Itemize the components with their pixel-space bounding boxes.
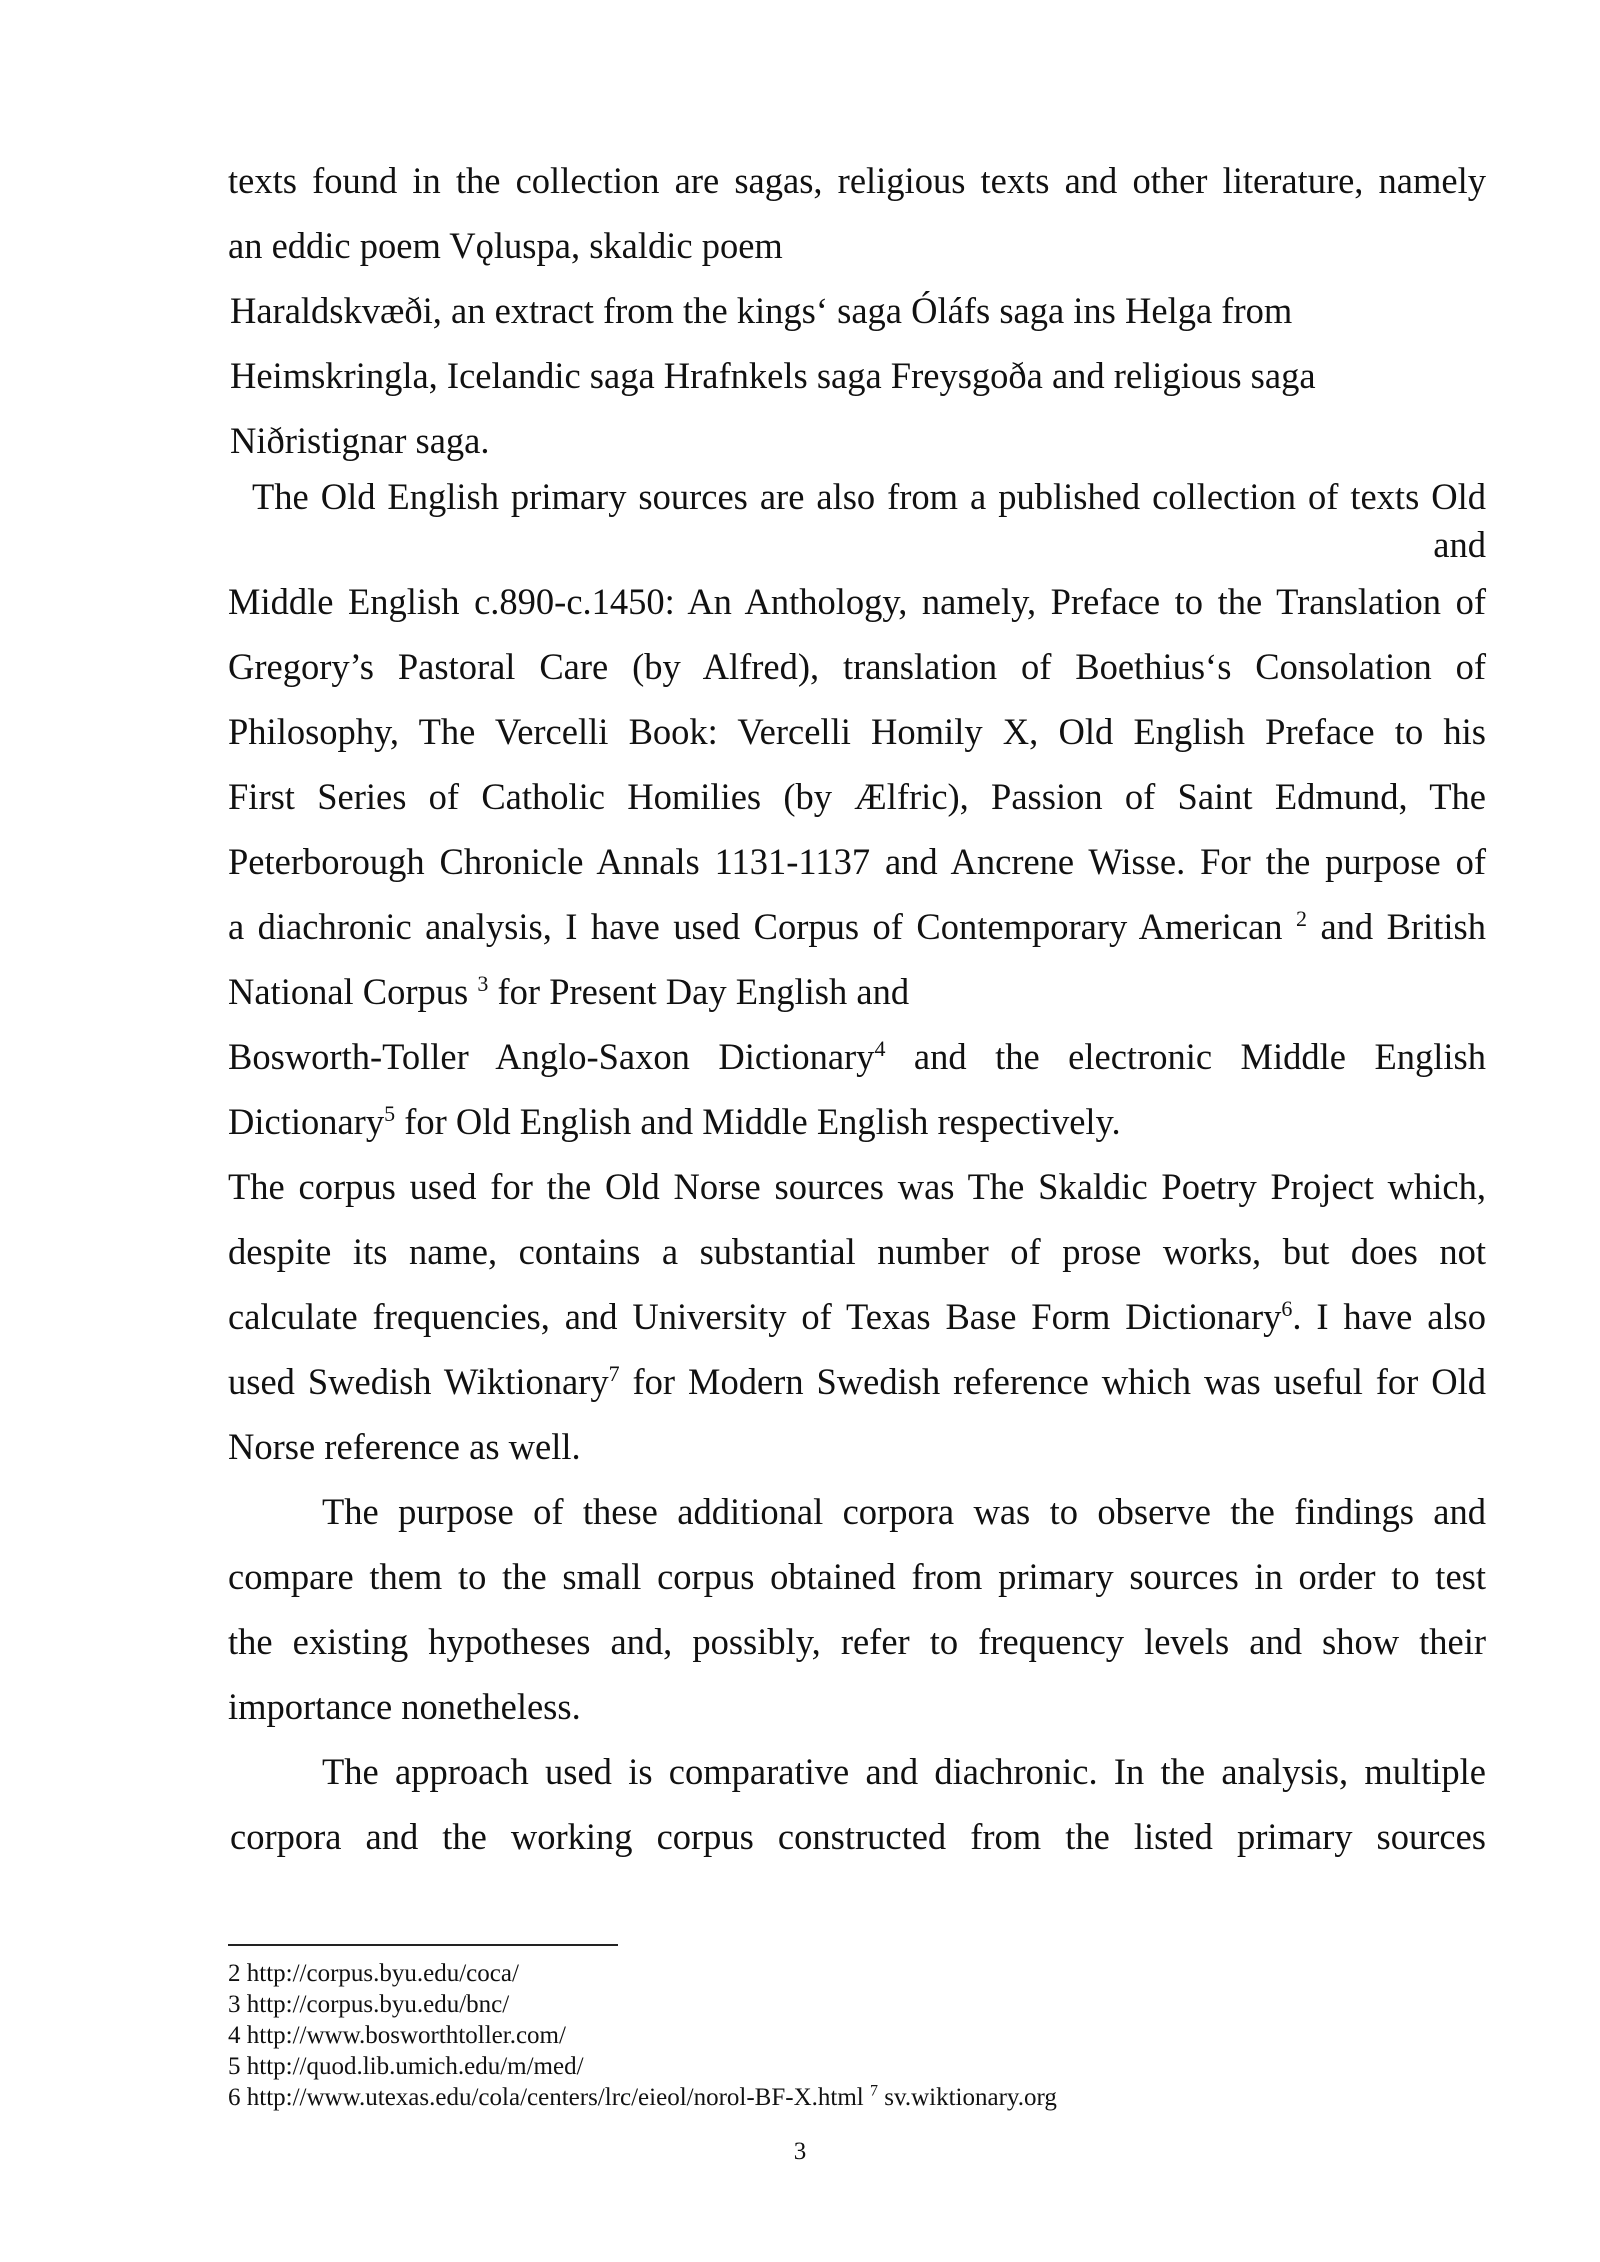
text-line [228,1804,1486,1869]
footnote-ref: 3 [477,970,489,996]
text-span: importance nonetheless. [228,1686,581,1727]
text-line [228,1544,1486,1609]
text-line [228,521,1486,569]
text-line [228,1414,1486,1479]
text-span: an eddic poem Vǫluspa, skaldic poem [228,225,783,266]
text-line [228,213,1486,278]
text-span: Bosworth-Toller Anglo-Saxon Dictionary [228,1036,875,1077]
text-span: Peterborough Chronicle Annals 1131-1137 and Ancrene Wisse. For the purpose of [228,841,1486,882]
text-line [228,569,1486,634]
text-span: National Corpus [228,971,469,1012]
text-line [228,634,1486,699]
footnote-ref: 6 [1281,1295,1293,1321]
text-span: Norse reference as well. [228,1426,581,1467]
text-line [228,1739,1486,1804]
text-line [228,408,1486,473]
footnotes [228,1958,1488,2113]
footnote: 5 http://quod.lib.umich.edu/m/med/ [228,2053,584,2080]
footnote-ref: 2 [1296,905,1308,931]
text-span: for Old English and Middle English respectively. [404,1101,1121,1142]
text-line [228,1674,1486,1739]
text-span: Gregory’s Pastoral Care (by Alfred), translation of Boethius‘s Consolation of [228,646,1486,687]
text-line [228,343,1486,408]
page-number: 3 [793,2138,807,2165]
text-span: a diachronic analysis, I have used Corpus of Contemporary American [228,906,1283,947]
footnote-text: 6 http://www.utexas.edu/cola/centers/lrc/eieol/norol-BF-X.html [228,2084,864,2111]
text-line [228,1154,1486,1219]
text-line [228,699,1486,764]
text-span: corpora and the working corpus constructed from the listed primary sources [230,1816,1486,1857]
text-span: for Modern Swedish reference which was useful for Old [632,1361,1487,1402]
text-span: texts found in the collection are sagas, religious texts and other literature, namely [228,160,1486,201]
text-line [228,1349,1486,1414]
text-span: compare them to the small corpus obtained from primary sources in order to test [228,1556,1486,1597]
text-line [228,1219,1486,1284]
footnote: 4 http://www.bosworthtoller.com/ [228,2022,566,2049]
text-span: The Old English primary sources are also from a published collection of texts Old [252,476,1486,517]
text-line [228,829,1486,894]
text-span: and the electronic Middle English [913,1036,1486,1077]
text-span: and [1433,524,1486,565]
text-line [228,894,1486,959]
text-line [228,1284,1486,1349]
text-line [228,1609,1486,1674]
text-span: Dictionary [228,1101,385,1142]
text-span: Philosophy, The Vercelli Book: Vercelli Homily X, Old English Preface to his [228,711,1486,752]
body-text [228,148,1486,1869]
footnote-number: 7 [869,2082,878,2100]
text-line [228,1479,1486,1544]
text-line [228,473,1486,521]
text-span: Middle English c.890-c.1450: An Anthology, namely, Preface to the Translation of [228,581,1486,622]
text-span: The approach used is comparative and diachronic. In the analysis, multiple [322,1751,1486,1792]
footnote-ref: 5 [384,1100,396,1126]
text-span: despite its name, contains a substantial number of prose works, but does not [228,1231,1486,1272]
footnote-separator [228,1944,618,1946]
text-span: used Swedish Wiktionary [228,1361,609,1402]
text-span: and British [1320,906,1486,947]
text-line [228,764,1486,829]
text-span: Haraldskvæði, an extract from the kings‘ saga Óláfs saga ins Helga from [230,290,1293,331]
footnote-ref: 4 [874,1035,886,1061]
text-span: First Series of Catholic Homilies (by Ælfric), Passion of Saint Edmund, The [228,776,1486,817]
footnote: 3 http://corpus.byu.edu/bnc/ [228,1991,510,2018]
text-span: calculate frequencies, and University of Texas Base Form Dictionary [228,1296,1282,1337]
text-line [228,278,1486,343]
text-span: . I have also [1292,1296,1486,1337]
footnote [228,2082,1488,2113]
text-span: Heimskringla, Icelandic saga Hrafnkels saga Freysgoða and religious saga [230,355,1316,396]
text-span: The purpose of these additional corpora was to observe the findings and [322,1491,1486,1532]
text-line [228,959,1486,1024]
text-line [228,1024,1486,1089]
footnote-ref: 7 [608,1360,620,1386]
text-span: the existing hypotheses and, possibly, refer to frequency levels and show their [228,1621,1486,1662]
text-span: The corpus used for the Old Norse sources was The Skaldic Poetry Project which, [228,1166,1486,1207]
footnote: 2 http://corpus.byu.edu/coca/ [228,1960,519,1987]
footnote-text: sv.wiktionary.org [884,2084,1057,2111]
text-line [228,1089,1486,1154]
text-span: Niðristignar saga. [230,420,490,461]
text-line [228,148,1486,213]
text-span: for Present Day English and [497,971,910,1012]
